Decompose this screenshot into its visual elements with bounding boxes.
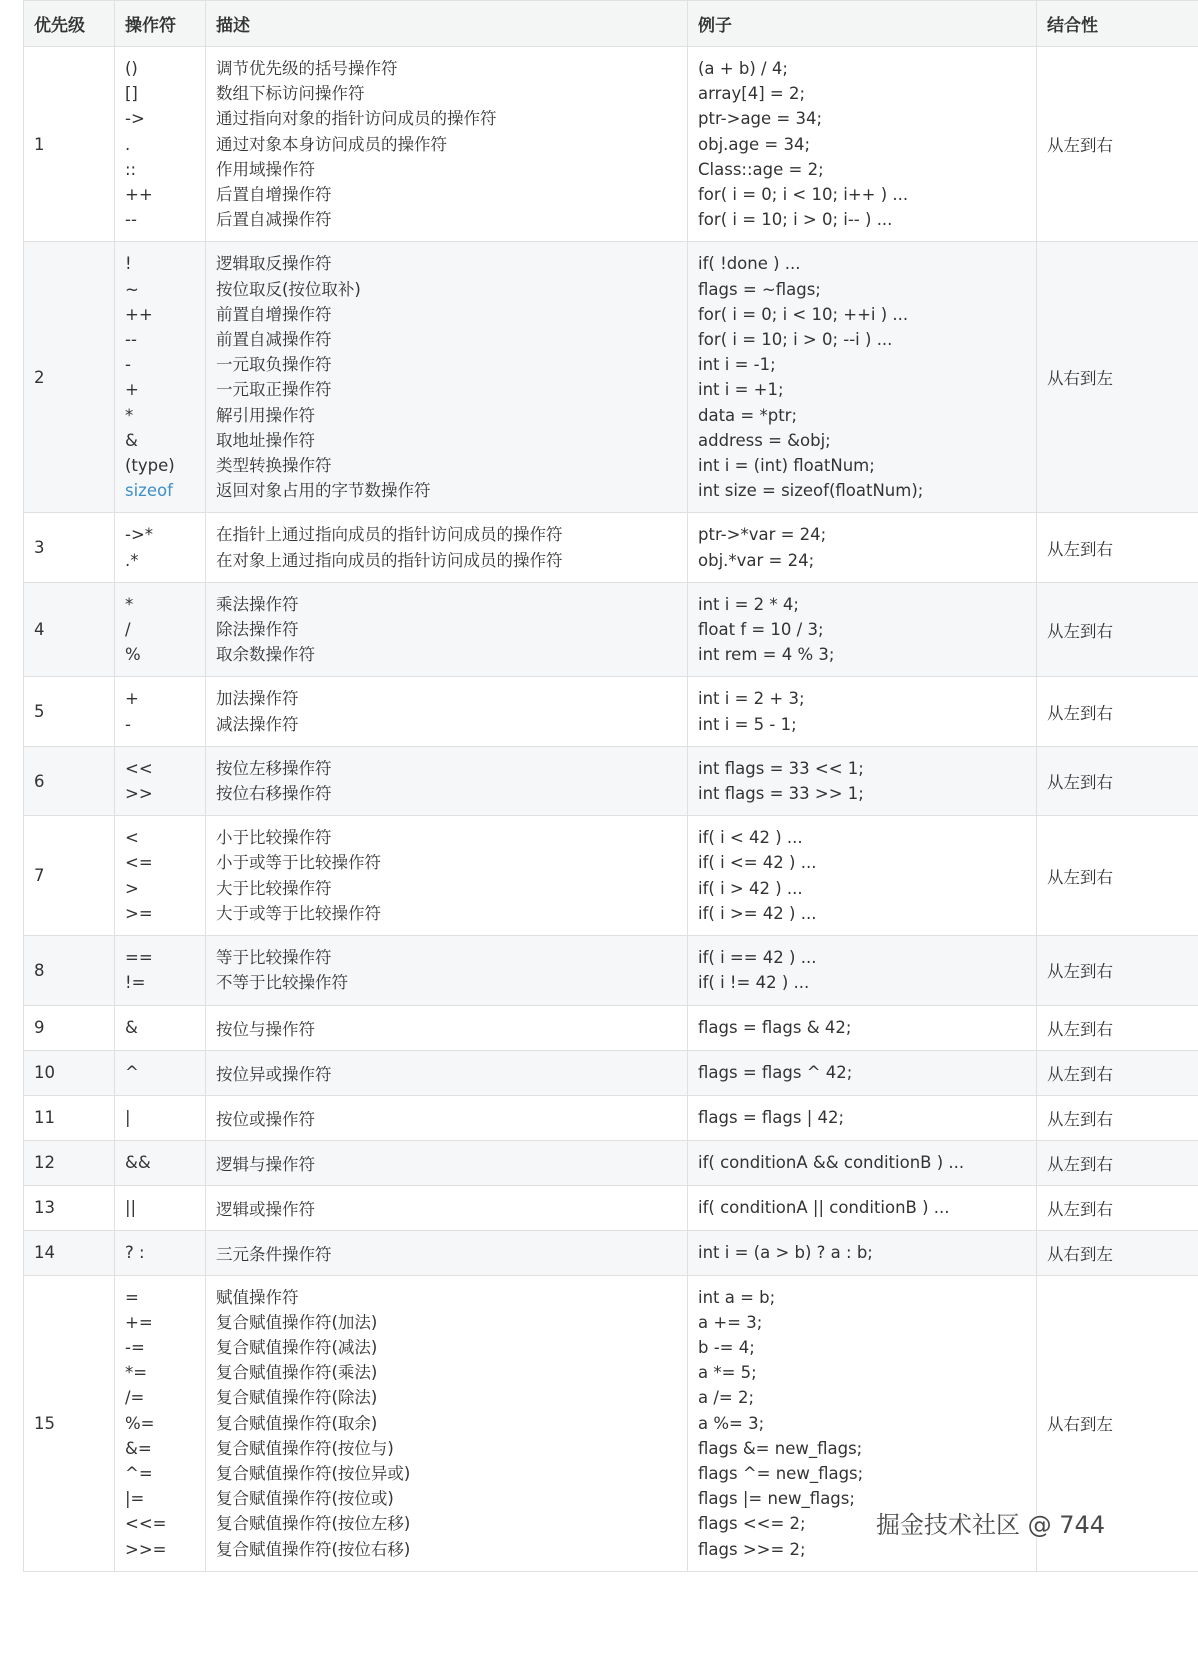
- table-row: [24, 746, 1198, 815]
- cell-operator: [115, 1185, 206, 1230]
- watermark: 掘金技术社区 @ 744: [876, 1511, 1106, 1539]
- description-line: 按位取反(按位取补): [216, 279, 361, 299]
- description-line: 复合赋值操作符(取余): [216, 1413, 378, 1433]
- header-example: 例子: [688, 1, 1037, 47]
- operator-line: |: [125, 1108, 131, 1127]
- cell-operator: [115, 242, 206, 513]
- operator-line: .: [125, 134, 131, 154]
- example-line: int a = b;: [698, 1287, 776, 1307]
- description-line: 按位异或操作符: [216, 1064, 332, 1084]
- operator-line: -=: [125, 1337, 145, 1357]
- cell-example: [688, 582, 1037, 677]
- example-line: int rem = 4 % 3;: [698, 645, 835, 665]
- operator-line: &: [125, 430, 138, 450]
- description-line: 逻辑或操作符: [216, 1199, 315, 1219]
- example-line: int flags = 33 >> 1;: [698, 784, 864, 804]
- example-line: flags |= new_flags;: [698, 1489, 855, 1509]
- cell-description: [206, 1050, 688, 1095]
- cell-operator: [115, 677, 206, 746]
- description-line: 类型转换操作符: [216, 456, 332, 476]
- operator-line: <<: [125, 758, 153, 778]
- description-line: 一元取负操作符: [216, 355, 332, 375]
- example-line: if( i > 42 ) ...: [698, 878, 803, 898]
- cell-associativity: 从右到左: [1037, 242, 1198, 513]
- table-row: [24, 1005, 1198, 1050]
- cell-associativity: 从左到右: [1037, 746, 1198, 815]
- cell-example: [688, 1185, 1037, 1230]
- cell-description: [206, 1140, 688, 1185]
- table-row: [24, 582, 1198, 677]
- cell-operator: [115, 47, 206, 242]
- cell-operator: [115, 582, 206, 677]
- table-row: [24, 816, 1198, 936]
- operator-line: =: [125, 1287, 139, 1307]
- operator-line: -: [125, 714, 131, 734]
- cell-priority: 4: [24, 582, 115, 677]
- cell-associativity: 从左到右: [1037, 1095, 1198, 1140]
- table-row: [24, 242, 1198, 513]
- example-line: flags <<= 2;: [698, 1514, 806, 1534]
- example-line: if( i == 42 ) ...: [698, 948, 817, 968]
- operator-precedence-table: [23, 0, 1198, 1572]
- description-line: 按位与操作符: [216, 1019, 315, 1039]
- description-line: 乘法操作符: [216, 594, 299, 614]
- example-line: flags = flags & 42;: [698, 1018, 852, 1037]
- operator-line: +=: [125, 1312, 153, 1332]
- description-line: 大于或等于比较操作符: [216, 903, 381, 923]
- description-line: 作用域操作符: [216, 159, 315, 179]
- cell-operator: [115, 1230, 206, 1275]
- table-row: [24, 1095, 1198, 1140]
- example-line: a %= 3;: [698, 1413, 765, 1433]
- example-line: (a + b) / 4;: [698, 59, 788, 78]
- cell-operator: [115, 936, 206, 1005]
- cell-priority: 12: [24, 1140, 115, 1185]
- cell-description: [206, 1230, 688, 1275]
- table-row: [24, 677, 1198, 746]
- cell-associativity: 从左到右: [1037, 47, 1198, 242]
- cell-operator: [115, 1050, 206, 1095]
- cell-priority: 15: [24, 1275, 115, 1571]
- description-line: 复合赋值操作符(加法): [216, 1312, 378, 1332]
- operator-line: (type): [125, 456, 175, 476]
- description-line: 取地址操作符: [216, 430, 315, 450]
- example-line: int i = +1;: [698, 380, 784, 400]
- description-line: 小于或等于比较操作符: [216, 853, 381, 873]
- example-line: int i = 5 - 1;: [698, 714, 797, 734]
- operator-line: (): [125, 59, 138, 78]
- cell-priority: 8: [24, 936, 115, 1005]
- operator-line: +: [125, 689, 139, 709]
- cell-description: [206, 936, 688, 1005]
- header-operator: 操作符: [115, 1, 206, 47]
- cell-example: [688, 936, 1037, 1005]
- operator-line: ^=: [125, 1463, 153, 1483]
- cell-description: [206, 1095, 688, 1140]
- cell-description: [206, 1005, 688, 1050]
- table-row: [24, 1230, 1198, 1275]
- example-line: flags = flags ^ 42;: [698, 1063, 853, 1082]
- operator-line: ==: [125, 948, 153, 968]
- operator-line: >=: [125, 903, 153, 923]
- table-row: [24, 47, 1198, 242]
- description-line: 复合赋值操作符(按位异或): [216, 1463, 411, 1483]
- description-line: 三元条件操作符: [216, 1244, 332, 1264]
- example-line: flags &= new_flags;: [698, 1438, 863, 1458]
- description-line: 小于比较操作符: [216, 828, 332, 848]
- description-line: 复合赋值操作符(按位或): [216, 1489, 394, 1509]
- operator-line: +: [125, 380, 139, 400]
- example-line: flags = flags | 42;: [698, 1108, 845, 1127]
- description-line: 复合赋值操作符(乘法): [216, 1363, 378, 1383]
- cell-example: [688, 677, 1037, 746]
- description-line: 按位或操作符: [216, 1109, 315, 1129]
- operator-line: ^: [125, 1063, 139, 1082]
- operator-line: <=: [125, 853, 153, 873]
- operator-line: &=: [125, 1438, 152, 1458]
- example-line: if( !done ) ...: [698, 254, 801, 274]
- operator-line: <<=: [125, 1514, 167, 1534]
- description-line: 复合赋值操作符(按位右移): [216, 1539, 411, 1559]
- cell-associativity: 从右到左: [1037, 1230, 1198, 1275]
- cell-example: [688, 1095, 1037, 1140]
- description-line: 逻辑取反操作符: [216, 254, 332, 274]
- cell-associativity: 从右到左: [1037, 1275, 1198, 1571]
- description-line: 大于比较操作符: [216, 878, 332, 898]
- example-line: a /= 2;: [698, 1388, 755, 1408]
- example-line: flags >>= 2;: [698, 1539, 806, 1559]
- table-row: [24, 1185, 1198, 1230]
- table-row: [24, 936, 1198, 1005]
- cell-priority: 14: [24, 1230, 115, 1275]
- example-line: b -= 4;: [698, 1337, 755, 1357]
- description-line: 调节优先级的括号操作符: [216, 59, 398, 78]
- example-line: obj.age = 34;: [698, 134, 811, 154]
- cell-operator: [115, 1005, 206, 1050]
- description-line: 前置自增操作符: [216, 304, 332, 324]
- operator-line: .*: [125, 550, 139, 570]
- operator-line: *=: [125, 1363, 148, 1383]
- operator-line: >>: [125, 784, 153, 804]
- description-line: 解引用操作符: [216, 405, 315, 425]
- example-line: if( i <= 42 ) ...: [698, 853, 817, 873]
- cell-description: [206, 47, 688, 242]
- description-line: 按位右移操作符: [216, 784, 332, 804]
- operator-line: &: [125, 1018, 138, 1037]
- example-line: Class::age = 2;: [698, 159, 824, 179]
- cell-example: [688, 47, 1037, 242]
- operator-line: []: [125, 84, 138, 104]
- cell-associativity: 从左到右: [1037, 582, 1198, 677]
- cell-associativity: 从左到右: [1037, 1140, 1198, 1185]
- cell-associativity: 从左到右: [1037, 1185, 1198, 1230]
- description-line: 逻辑与操作符: [216, 1154, 315, 1174]
- description-line: 通过指向对象的指针访问成员的操作符: [216, 109, 497, 129]
- cell-description: [206, 242, 688, 513]
- description-line: 赋值操作符: [216, 1287, 299, 1307]
- cell-priority: 3: [24, 513, 115, 582]
- description-line: 后置自减操作符: [216, 210, 332, 230]
- operator-line: ->: [125, 109, 145, 129]
- cell-description: [206, 513, 688, 582]
- operator-line: <: [125, 828, 139, 848]
- cell-associativity: 从左到右: [1037, 677, 1198, 746]
- example-line: int size = sizeof(floatNum);: [698, 481, 924, 501]
- cell-associativity: 从左到右: [1037, 936, 1198, 1005]
- operator-line: ||: [125, 1198, 137, 1217]
- example-line: int i = 2 * 4;: [698, 594, 799, 614]
- operator-line: !: [125, 254, 132, 274]
- cell-operator: [115, 816, 206, 936]
- example-line: for( i = 0; i < 10; ++i ) ...: [698, 304, 909, 324]
- table-header-row: [24, 1, 1198, 47]
- cell-example: [688, 816, 1037, 936]
- cell-associativity: 从左到右: [1037, 816, 1198, 936]
- operator-line: /: [125, 620, 131, 640]
- operator-line: ~: [125, 279, 139, 299]
- cell-operator: [115, 1140, 206, 1185]
- example-line: data = *ptr;: [698, 405, 798, 425]
- description-line: 不等于比较操作符: [216, 973, 348, 993]
- cell-associativity: 从左到右: [1037, 1050, 1198, 1095]
- operator-line: %=: [125, 1413, 155, 1433]
- description-line: 返回对象占用的字节数操作符: [216, 481, 431, 501]
- operator-line: &&: [125, 1153, 151, 1172]
- operator-line: ++: [125, 304, 153, 324]
- example-line: if( conditionA && conditionB ) ...: [698, 1153, 965, 1172]
- cell-example: [688, 1230, 1037, 1275]
- operator-line: ? :: [125, 1243, 145, 1262]
- example-line: flags ^= new_flags;: [698, 1463, 864, 1483]
- operator-line: !=: [125, 973, 146, 993]
- cell-priority: 11: [24, 1095, 115, 1140]
- example-line: int flags = 33 << 1;: [698, 758, 864, 778]
- example-line: a *= 5;: [698, 1363, 757, 1383]
- example-line: int i = (int) floatNum;: [698, 456, 875, 476]
- description-line: 通过对象本身访问成员的操作符: [216, 134, 447, 154]
- example-line: if( conditionA || conditionB ) ...: [698, 1198, 950, 1217]
- table-row: [24, 1140, 1198, 1185]
- cell-example: [688, 1140, 1037, 1185]
- operator-line: %: [125, 645, 141, 665]
- example-line: if( i >= 42 ) ...: [698, 903, 817, 923]
- sizeof-link[interactable]: sizeof: [125, 481, 173, 501]
- description-line: 一元取正操作符: [216, 380, 332, 400]
- operator-line: ->*: [125, 525, 154, 545]
- table-row: [24, 513, 1198, 582]
- example-line: ptr->age = 34;: [698, 109, 823, 129]
- operator-line: -: [125, 355, 131, 375]
- description-line: 在指针上通过指向成员的指针访问成员的操作符: [216, 525, 563, 545]
- example-line: int i = -1;: [698, 355, 776, 375]
- cell-example: [688, 1050, 1037, 1095]
- example-line: for( i = 0; i < 10; i++ ) ...: [698, 185, 909, 205]
- cell-description: [206, 582, 688, 677]
- cell-operator: [115, 746, 206, 815]
- operator-line: ++: [125, 185, 153, 205]
- cell-priority: 13: [24, 1185, 115, 1230]
- description-line: 减法操作符: [216, 714, 299, 734]
- operator-line: >>=: [125, 1539, 167, 1559]
- example-line: for( i = 10; i > 0; i-- ) ...: [698, 210, 893, 230]
- cell-priority: 2: [24, 242, 115, 513]
- operator-line: >: [125, 878, 139, 898]
- cell-operator: [115, 1275, 206, 1571]
- cell-operator: [115, 513, 206, 582]
- example-line: int i = (a > b) ? a : b;: [698, 1243, 873, 1262]
- cell-description: [206, 1275, 688, 1571]
- operator-line: ::: [125, 159, 137, 179]
- description-line: 等于比较操作符: [216, 948, 332, 968]
- cell-priority: 6: [24, 746, 115, 815]
- example-line: if( i != 42 ) ...: [698, 973, 810, 993]
- description-line: 取余数操作符: [216, 645, 315, 665]
- cell-description: [206, 1185, 688, 1230]
- operator-line: *: [125, 405, 134, 425]
- example-line: if( i < 42 ) ...: [698, 828, 803, 848]
- example-line: int i = 2 + 3;: [698, 689, 805, 709]
- cell-description: [206, 816, 688, 936]
- cell-associativity: 从左到右: [1037, 513, 1198, 582]
- operator-line: *: [125, 594, 134, 614]
- cell-example: [688, 746, 1037, 815]
- operator-line: --: [125, 210, 137, 230]
- cell-example: [688, 242, 1037, 513]
- description-line: 加法操作符: [216, 689, 299, 709]
- description-line: 除法操作符: [216, 620, 299, 640]
- cell-example: [688, 1005, 1037, 1050]
- example-line: a += 3;: [698, 1312, 763, 1332]
- operator-line: /=: [125, 1388, 145, 1408]
- cell-description: [206, 677, 688, 746]
- cell-operator: [115, 1095, 206, 1140]
- description-line: 复合赋值操作符(减法): [216, 1337, 378, 1357]
- description-line: 复合赋值操作符(按位与): [216, 1438, 394, 1458]
- cell-priority: 10: [24, 1050, 115, 1095]
- cell-example: [688, 513, 1037, 582]
- cell-priority: 1: [24, 47, 115, 242]
- example-line: address = &obj;: [698, 430, 831, 450]
- description-line: 复合赋值操作符(按位左移): [216, 1514, 411, 1534]
- header-associativity: 结合性: [1037, 1, 1198, 47]
- cell-associativity: 从左到右: [1037, 1005, 1198, 1050]
- description-line: 复合赋值操作符(除法): [216, 1388, 378, 1408]
- example-line: flags = ~flags;: [698, 279, 821, 299]
- cell-priority: 9: [24, 1005, 115, 1050]
- example-line: for( i = 10; i > 0; --i ) ...: [698, 330, 893, 350]
- operator-line: --: [125, 330, 137, 350]
- header-priority: 优先级: [24, 1, 115, 47]
- description-line: 按位左移操作符: [216, 758, 332, 778]
- example-line: array[4] = 2;: [698, 84, 806, 104]
- example-line: float f = 10 / 3;: [698, 620, 824, 640]
- description-line: 数组下标访问操作符: [216, 84, 365, 104]
- cell-priority: 7: [24, 816, 115, 936]
- description-line: 在对象上通过指向成员的指针访问成员的操作符: [216, 550, 563, 570]
- header-description: 描述: [206, 1, 688, 47]
- description-line: 前置自减操作符: [216, 330, 332, 350]
- cell-priority: 5: [24, 677, 115, 746]
- example-line: obj.*var = 24;: [698, 550, 815, 570]
- description-line: 后置自增操作符: [216, 185, 332, 205]
- cell-description: [206, 746, 688, 815]
- table-row: [24, 1050, 1198, 1095]
- operator-line: |=: [125, 1489, 145, 1509]
- example-line: ptr->*var = 24;: [698, 525, 827, 545]
